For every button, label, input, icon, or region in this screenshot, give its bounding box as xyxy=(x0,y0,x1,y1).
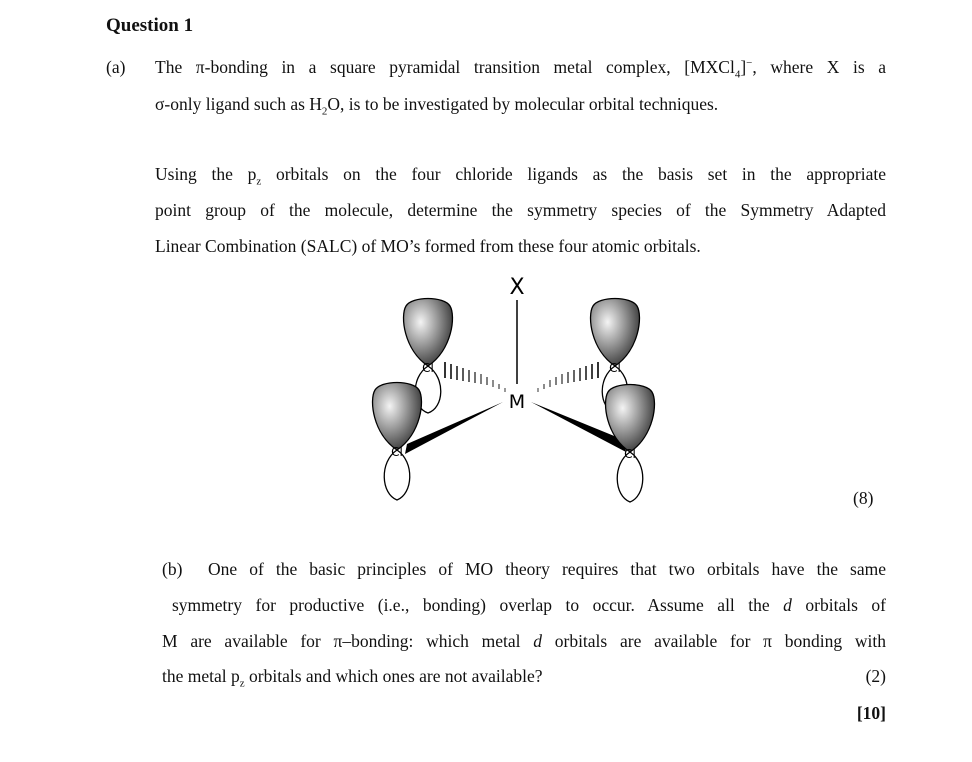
part-b-line1: One of the basic principles of MO theory requires that two orbitals have the same xyxy=(208,559,886,579)
part-a-task-line1: Using the $p_z$ orbitals on the four chloride ligands as the basis set in the appropriate xyxy=(155,164,886,188)
part-b-line2: symmetry for productive (i.e., bonding) overlap to occur. Assume all the d orbitals of xyxy=(172,595,886,615)
total-marks: [10] xyxy=(856,703,886,723)
hashed-bond-left xyxy=(445,362,505,392)
part-a-label: (a) xyxy=(106,57,126,77)
part-b-line3: M are available for π–bonding: which metal d orbitals are available for π bonding with xyxy=(162,631,886,651)
part-a-intro-line2: σ-only ligand such as $H_2O$, is to be investigated by molecular orbital techniques. xyxy=(155,94,719,118)
part-b-line4: the metal $p_z$ orbitals and which ones are not available? xyxy=(162,666,543,690)
metal-label: M xyxy=(508,391,526,413)
axial-ligand-label: X xyxy=(509,275,525,300)
part-a-task-line2: point group of the molecule, determine the symmetry species of the Symmetry Adapted xyxy=(155,200,886,220)
chloride-label-front-left: Cl xyxy=(391,445,403,459)
chloride-label-back-right: Cl xyxy=(609,361,621,375)
part-b-marks: (2) xyxy=(865,666,886,686)
chloride-label-back-left: Cl xyxy=(422,361,434,375)
part-a-marks: (8) xyxy=(853,488,874,508)
hashed-bond-right xyxy=(538,362,598,392)
part-a-intro-line1: The π-bonding in a square pyramidal transition metal complex, [MXCl$_4$]−, where X is a xyxy=(155,57,887,81)
chloride-label-front-right: Cl xyxy=(624,447,636,461)
question-title: Question 1 xyxy=(106,15,194,36)
part-b-label: (b) xyxy=(162,559,183,579)
molecule-diagram xyxy=(360,268,680,518)
part-a-task-line3: Linear Combination (SALC) of MO’s formed from these four atomic orbitals. xyxy=(155,236,701,256)
